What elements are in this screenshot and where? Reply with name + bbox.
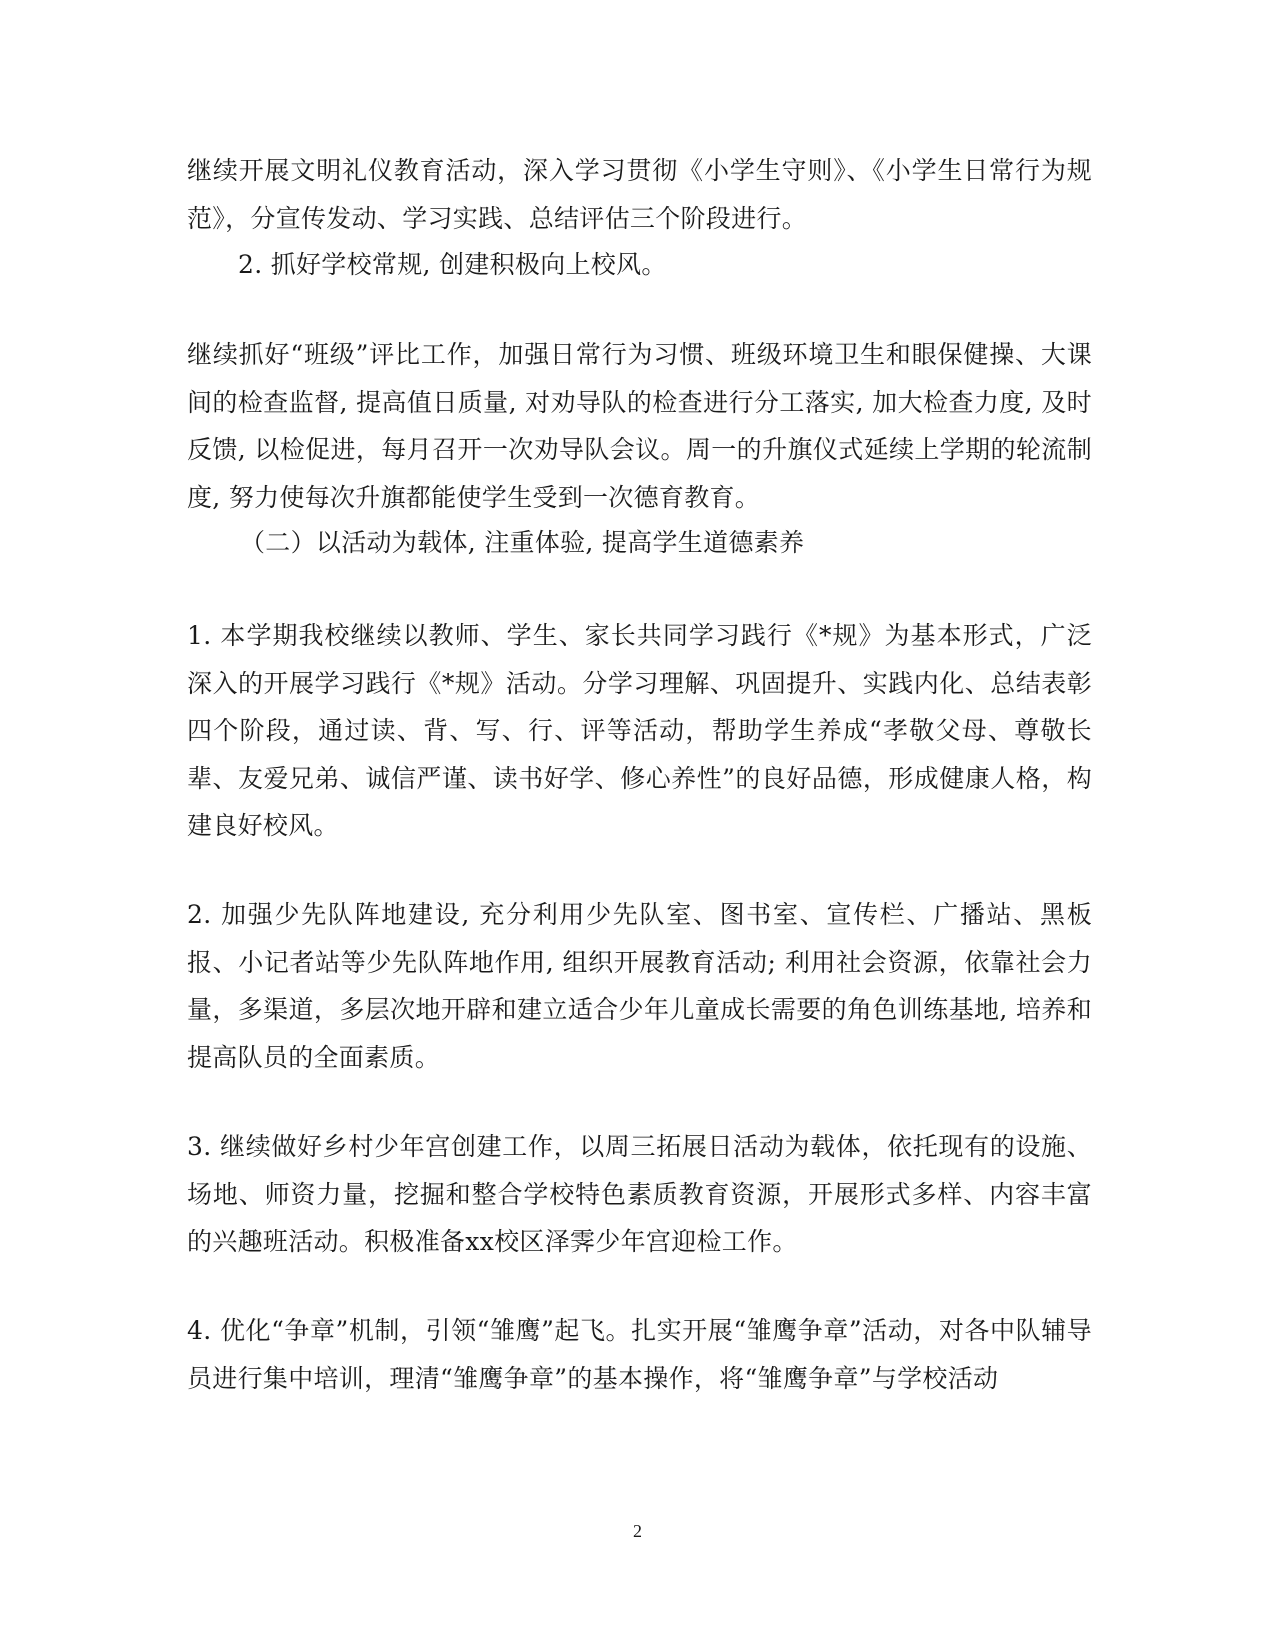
paragraph-item-4: 4. 优化“争章”机制，引领“雏鹰”起飞。扎实开展“雏鹰争章”活动，对各中队辅导员进行集中培训，理清“雏鹰争章”的基本操作，将“雏鹰争章”与学校活动	[187, 1316, 1092, 1393]
paragraph-etiquette-education: 继续开展文明礼仪教育活动，深入学习贯彻《小学生守则》、《小学生日常行为规范》，分宣传发动、学习实践、总结评估三个阶段进行。	[187, 156, 1092, 233]
section-heading-activities: （二）以活动为载体, 注重体验, 提高学生道德素养	[240, 528, 805, 557]
paragraph-item-1: 1. 本学期我校继续以教师、学生、家长共同学习践行《*规》为基本形式，广泛深入的开展学习践行《*规》活动。分学习理解、巩固提升、实践内化、总结表彰四个阶段，通过读、背、写、行、评等活动，帮助学生养成“孝敬父母、尊敬长辈、友爱兄弟、诚信严谨、读书好学、修心养性”的良好品德，形成健康人格，构建良好校风。	[187, 621, 1092, 840]
paragraph-item-2: 2. 加强少先队阵地建设, 充分利用少先队室、图书室、宣传栏、广播站、黑板报、小记者站等少先队阵地作用, 组织开展教育活动; 利用社会资源，依靠社会力量，多渠道，多层次地开辟和建立适合少年儿童成长需要的角色训练基地, 培养和提高队员的全面素质。	[187, 900, 1092, 1072]
subheading-school-routine: 2. 抓好学校常规, 创建积极向上校风。	[238, 250, 667, 279]
paragraph-class-evaluation: 继续抓好“班级”评比工作，加强日常行为习惯、班级环境卫生和眼保健操、大课间的检查监督, 提高值日质量, 对劝导队的检查进行分工落实, 加大检查力度, 及时反馈, 以检促进，每月召开一次劝导队会议。周一的升旗仪式延续上学期的轮流制度, 努力使每次升旗都能使学生受到一次德育教育。	[187, 340, 1092, 512]
page-number: 2	[633, 1521, 642, 1541]
paragraph-item-3: 3. 继续做好乡村少年宫创建工作，以周三拓展日活动为载体，依托现有的设施、场地、师资力量，挖掘和整合学校特色素质教育资源，开展形式多样、内容丰富的兴趣班活动。积极准备xx校区泽霁少年宫迎检工作。	[187, 1132, 1092, 1256]
